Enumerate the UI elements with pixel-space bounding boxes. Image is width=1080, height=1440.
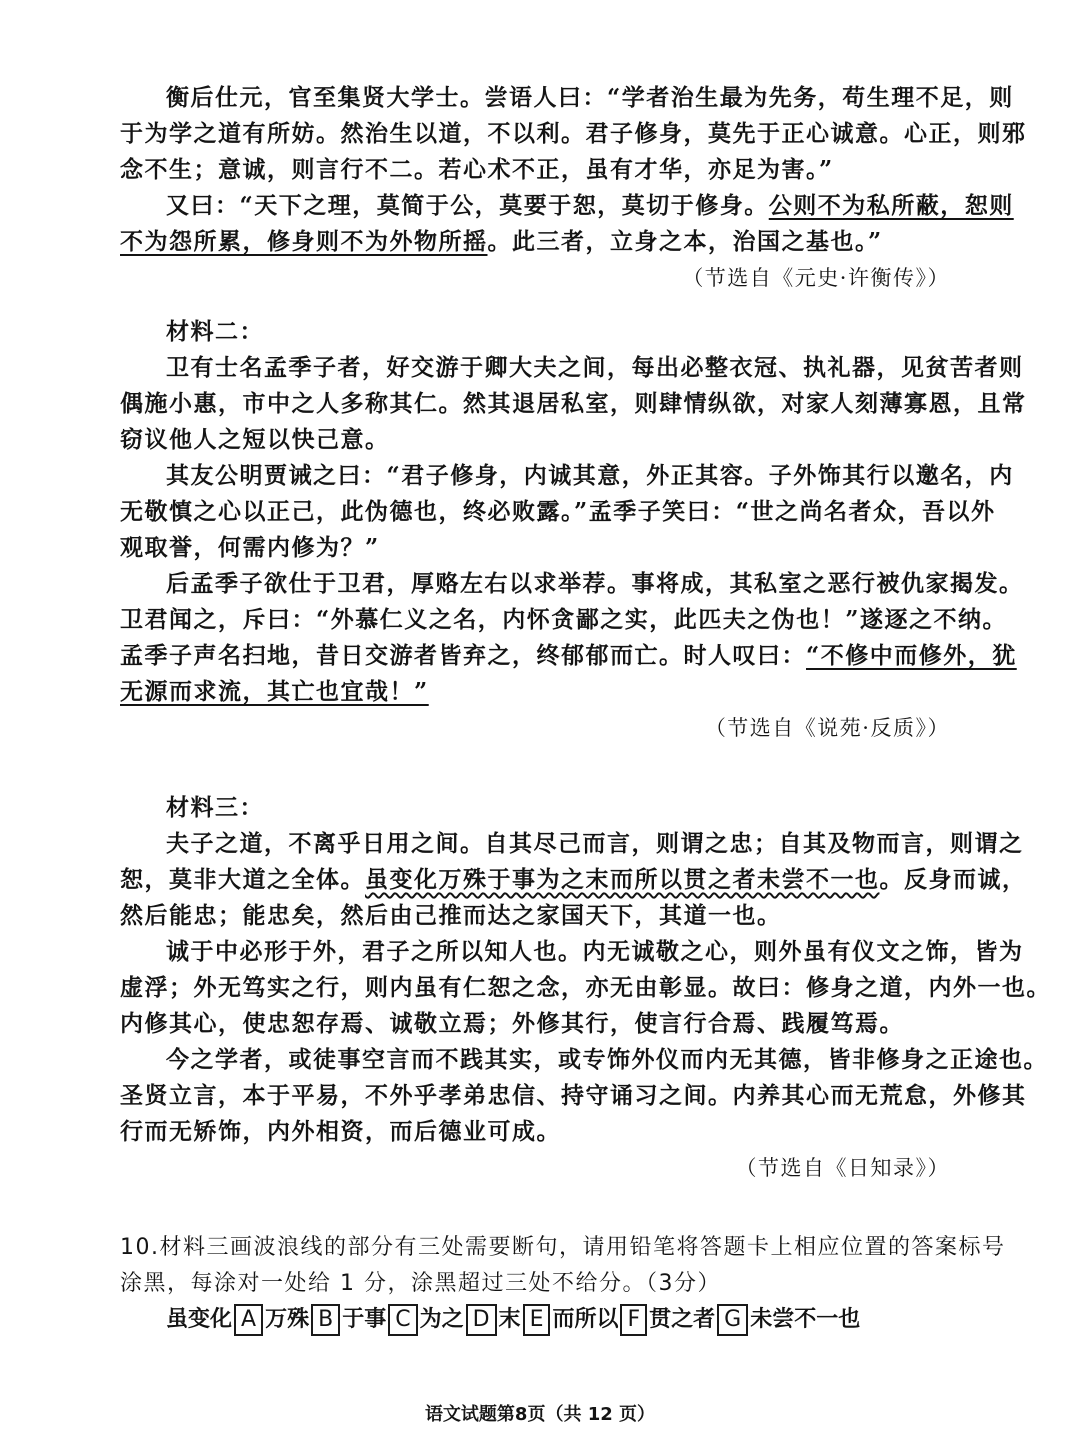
option-box-f[interactable]: F <box>620 1304 647 1336</box>
text-segment: 。此三者，立身之本，治国之基也。” <box>487 228 883 255</box>
text-line: 其友公明贾诫之曰：“君子修身，内诚其意，外正其容。子外饰其行以邀名，内 <box>166 462 1014 489</box>
underlined-sentence: 公则不为私所蔽，恕则 <box>768 192 1014 219</box>
text-line: 行而无矫饰，内外相资，而后德业可成。 <box>120 1118 561 1145</box>
wavy-underlined-sentence: 虽变化万殊于事为之末而所以贯之者未尝不一也 <box>365 866 880 893</box>
text-line: 夫子之道，不离乎日用之间。自其尽己而言，则谓之忠；自其及物而言，则谓之 <box>166 830 1024 857</box>
text-line: 于为学之道有所妨。然治生以道，不以利。君子修身，莫先于正心诚意。心正，则邪 <box>120 120 1027 147</box>
text-line: 卫君闻之，斥曰：“外慕仁义之名，内怀贪鄙之实，此匹夫之伪也！”遂逐之不纳。 <box>120 606 1007 633</box>
option-box-c[interactable]: C <box>388 1304 417 1336</box>
text-line: 圣贤立言，本于平易，不外乎孝弟忠信、持守诵习之间。内养其心而无荒怠，外修其 <box>120 1082 1027 1109</box>
underlined-sentence: 不为怨所累，修身则不为外物所摇 <box>120 228 488 255</box>
text-line <box>120 638 1017 674</box>
text-segment: 孟季子声名扫地，昔日交游者皆弃之，终郁郁而亡。时人叹曰： <box>120 642 806 669</box>
sentence-segment: 虽变化 <box>166 1306 233 1332</box>
text-line: 虚浮；外无笃实之行，则内虽有仁恕之念，亦无由彰显。故曰：修身之道，内外一也。 <box>120 974 1051 1001</box>
material-heading: 材料二： <box>166 318 264 345</box>
text-line: 念不生；意诚，则言行不二。若心术不正，虽有才华，亦足为害。” <box>120 156 834 183</box>
material-heading: 材料三： <box>166 794 264 821</box>
text-line: 内修其心，使忠恕存焉、诚敬立焉；外修其行，使言行合焉、践履笃焉。 <box>120 1010 904 1037</box>
text-line: 窃议他人之短以快己意。 <box>120 426 390 453</box>
passage <box>120 80 1051 1302</box>
sentence-segment: 于事 <box>342 1306 387 1332</box>
underlined-sentence: 无源而求流，其亡也宜哉！” <box>120 678 429 705</box>
text-line: 卫有士名孟季子者，好交游于卿大夫之间，每出必整衣冠、执礼器，见贫苦者则 <box>166 354 1024 381</box>
sentence-segment: 未尝不一也 <box>750 1306 861 1332</box>
text-line: 观取誉，何需内修为？” <box>120 534 380 561</box>
option-box-d[interactable]: D <box>466 1304 497 1336</box>
sentence-segment: 万殊 <box>265 1306 310 1332</box>
text-line <box>120 674 960 710</box>
text-segment: 。反身而诚， <box>879 866 1027 893</box>
underlined-sentence: “不修中而修外，犹 <box>806 642 1017 669</box>
text-segment: 恕，莫非大道之全体。 <box>120 866 365 893</box>
answer-options <box>166 1302 860 1336</box>
question-text: 涂黑，每涂对一处给 1 分，涂黑超过三处不给分。（3分） <box>120 1271 721 1296</box>
text-line: 然后能忠；能忠矣，然后由己推而达之家国天下，其道一也。 <box>120 902 782 929</box>
sentence-segment: 而所以 <box>552 1306 619 1332</box>
text-line: 今之学者，或徒事空言而不践其实，或专饰外仪而内无其德，皆非修身之正途也。 <box>166 1046 1048 1073</box>
question-text: 10.材料三画波浪线的部分有三处需要断句，请用铅笔将答题卡上相应位置的答案标号 <box>120 1235 1006 1260</box>
sentence-segment: 末 <box>498 1306 521 1332</box>
text-line <box>120 862 1027 898</box>
text-line <box>120 224 960 260</box>
text-line: 无敬慎之心以正己，此伪德也，终必败露。”孟季子笑曰：“世之尚名者众，吾以外 <box>120 498 996 525</box>
option-box-b[interactable]: B <box>311 1304 340 1336</box>
option-box-g[interactable]: G <box>717 1304 748 1336</box>
text-line: 诚于中必形于外，君子之所以知人也。内无诚敬之心，则外虽有仪文之饰，皆为 <box>166 938 1024 965</box>
option-box-e[interactable]: E <box>523 1304 551 1336</box>
page-footer: 语文试题第8页（共 12 页） <box>424 1404 656 1425</box>
text-segment: 又曰：“天下之理，莫简于公，莫要于恕，莫切于修身。 <box>166 192 769 219</box>
source-citation: （节选自《元史·许衡传》） <box>682 266 950 290</box>
text-line: 衡后仕元，官至集贤大学士。尝语人曰：“学者治生最为先务，苟生理不足，则 <box>166 84 1014 111</box>
sentence-segment: 贯之者 <box>649 1306 716 1332</box>
text-line: 后孟季子欲仕于卫君，厚赂左右以求举荐。事将成，其私室之恶行被仇家揭发。 <box>166 570 1024 597</box>
option-box-a[interactable]: A <box>234 1304 263 1336</box>
text-line <box>120 188 1014 224</box>
text-line: 偶施小惠，市中之人多称其仁。然其退居私室，则肆情纵欲，对家人刻薄寡恩，且常 <box>120 390 1027 417</box>
sentence-segment: 为之 <box>419 1306 464 1332</box>
source-citation: （节选自《日知录》） <box>735 1156 950 1180</box>
source-citation: （节选自《说苑·反质》） <box>704 716 950 740</box>
